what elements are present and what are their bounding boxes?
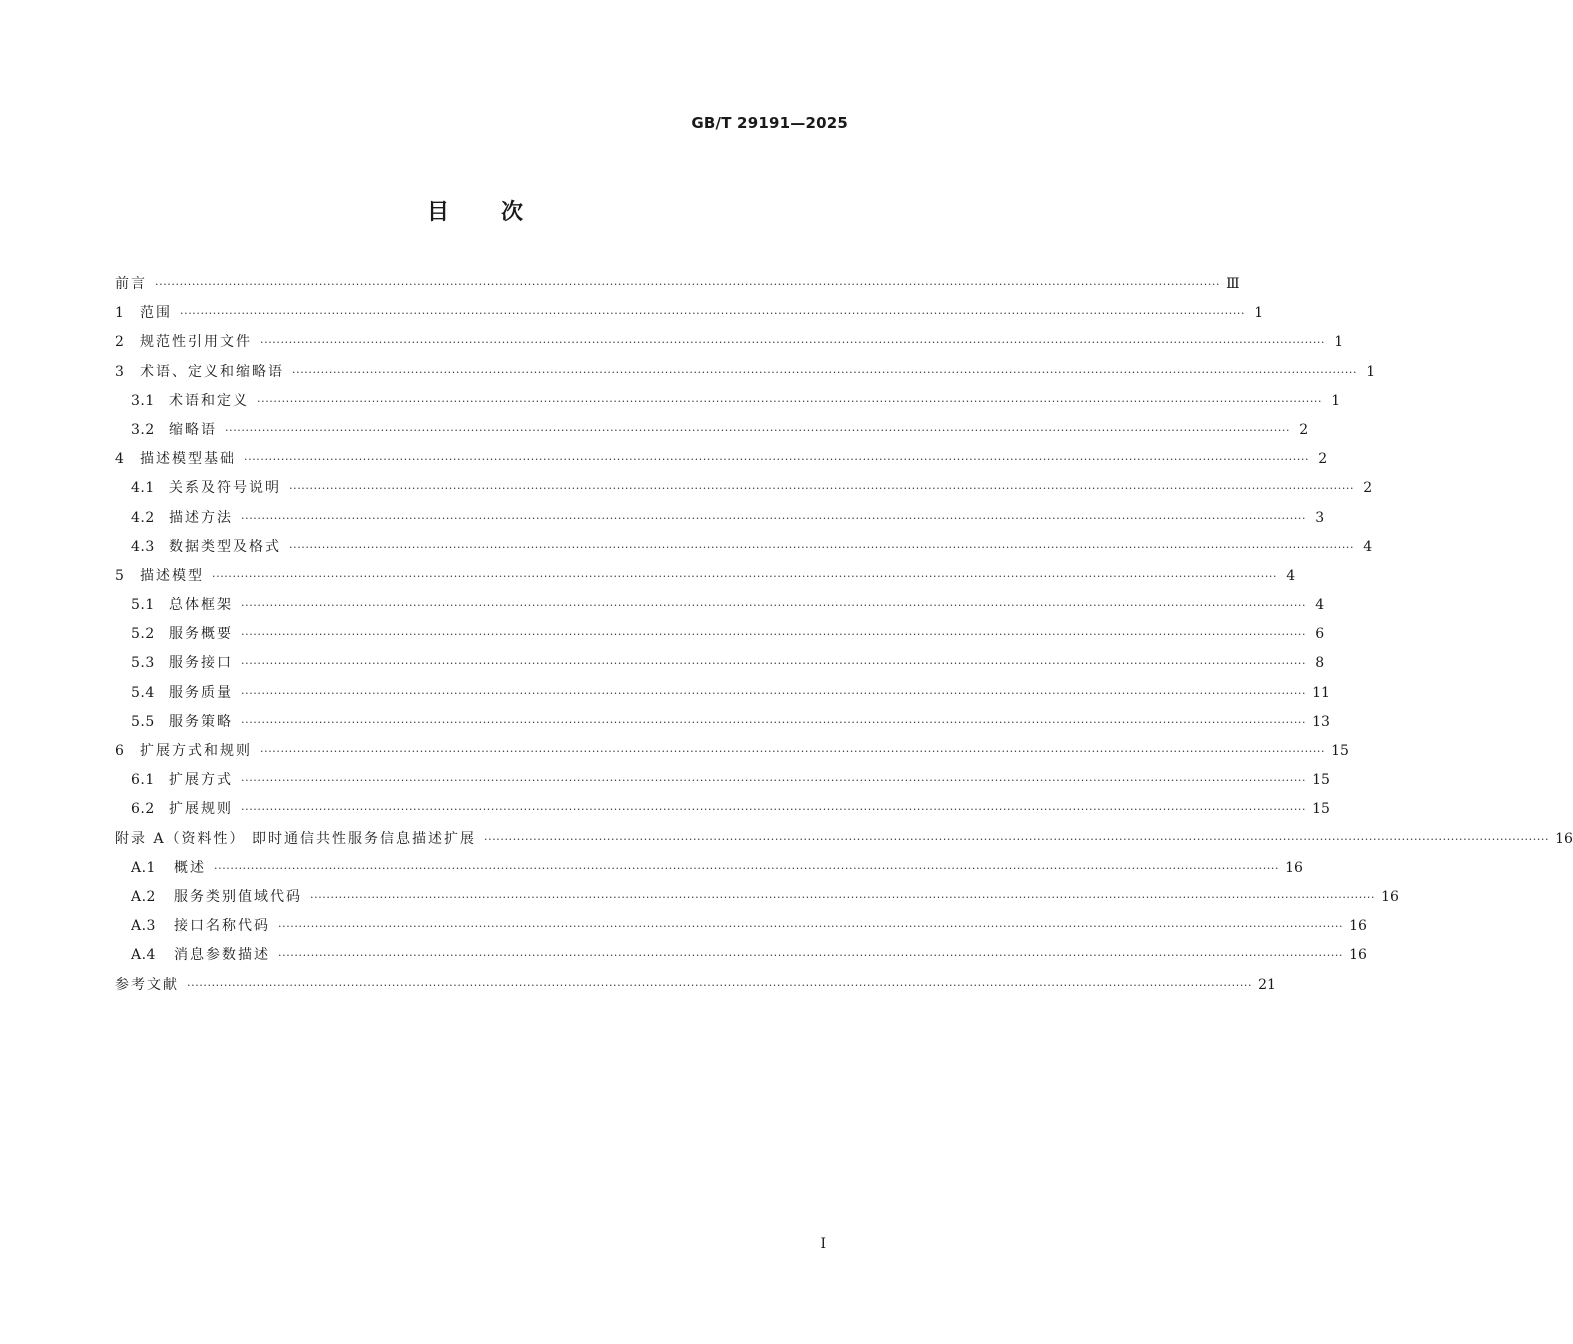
toc-leader-dots: ····································································································································································································································································	[214, 861, 1280, 875]
toc-entry-page: 21	[1258, 976, 1276, 993]
toc-leader-dots: ····································································································································································································································································	[241, 657, 1307, 671]
toc-entry-page: Ⅲ	[1226, 276, 1240, 292]
toc-entry-page: 16	[1349, 918, 1367, 935]
toc-entry[interactable]	[115, 358, 1376, 387]
toc-entry-label: 服务质量	[169, 684, 233, 701]
toc-entry-page: 15	[1312, 801, 1330, 818]
standard-number: GB/T 29191—2025	[691, 114, 848, 132]
toc-entry-label: 扩展方式和规则	[140, 743, 252, 759]
toc-leader-dots: ····································································································································································································································································	[292, 365, 1358, 379]
toc-entry-page: 1	[1331, 392, 1341, 409]
toc-entry[interactable]	[115, 737, 1349, 766]
toc-entry-label: 服务类别值域代码	[174, 888, 302, 905]
toc-entry-page: 4	[1286, 567, 1296, 584]
toc-entry-page: 13	[1312, 713, 1330, 730]
toc-entry-page: 4	[1363, 538, 1373, 555]
toc-title: 目次	[426, 200, 575, 225]
toc-entry-page: 2	[1299, 421, 1309, 438]
toc-entry[interactable]	[115, 474, 1373, 503]
toc-entry-label: 术语和定义	[169, 392, 249, 409]
toc-entry[interactable]	[115, 504, 1325, 533]
toc-entry-label: 服务接口	[169, 655, 233, 672]
toc-entry-label: 总体框架	[169, 597, 233, 614]
toc-entry[interactable]	[115, 971, 1276, 1000]
toc-entry-page: 6	[1315, 626, 1325, 643]
toc-entry-number: A.4	[131, 947, 156, 964]
toc-leader-dots: ····································································································································································································································································	[241, 628, 1307, 642]
toc-entry-page: 8	[1315, 655, 1325, 672]
toc-entry-number: 6	[115, 743, 124, 759]
toc-entry[interactable]	[115, 679, 1330, 708]
toc-entry-page: 1	[1254, 305, 1264, 322]
toc-entry-label: 前言	[115, 276, 147, 292]
toc-entry-page: 16	[1349, 947, 1367, 964]
toc-leader-dots: ····································································································································································································································································	[257, 394, 1323, 408]
toc-entry[interactable]	[115, 883, 1399, 912]
toc-entry-number: 4.1	[131, 480, 155, 497]
toc-entry-label: 扩展规则	[169, 801, 233, 818]
toc-entry-label: 缩略语	[169, 421, 217, 438]
toc-entry-page: 16	[1555, 830, 1573, 847]
toc-leader-dots: ····································································································································································································································································	[244, 453, 1310, 467]
toc-entry-page: 2	[1363, 480, 1373, 497]
toc-leader-dots: ····································································································································································································································································	[260, 336, 1326, 350]
toc-leader-dots: ····································································································································································································································································	[241, 686, 1307, 700]
toc-entry-label: 规范性引用文件	[140, 334, 252, 351]
toc-entry-label: 数据类型及格式	[169, 538, 281, 555]
toc-entry-label: 附录 A（资料性） 即时通信共性服务信息描述扩展	[115, 830, 477, 847]
toc-leader-dots: ····································································································································································································································································	[241, 803, 1307, 817]
toc-leader-dots: ····································································································································································································································································	[241, 599, 1307, 613]
toc-entry[interactable]	[115, 854, 1303, 883]
toc-leader-dots: ····································································································································································································································································	[187, 978, 1253, 992]
toc-entry-label: 服务策略	[169, 713, 233, 730]
toc-entry[interactable]	[115, 825, 1573, 854]
toc-entry[interactable]	[115, 328, 1344, 357]
toc-entry-label: 概述	[174, 859, 206, 876]
toc-entry-number: 3.2	[131, 421, 155, 438]
toc-leader-dots: ····································································································································································································································································	[484, 832, 1550, 846]
toc-entry-page: 2	[1318, 451, 1328, 468]
toc-entry[interactable]	[115, 416, 1309, 445]
toc-entry-number: A.2	[131, 888, 156, 905]
toc-entry[interactable]	[115, 795, 1330, 824]
toc-entry-number: 5	[115, 567, 124, 584]
toc-entry-label: 参考文献	[115, 976, 179, 993]
toc-entry-page: 16	[1285, 859, 1303, 876]
toc-entry-label: 关系及符号说明	[169, 480, 281, 497]
toc-entry[interactable]	[115, 387, 1341, 416]
toc-entry-number: 4	[115, 451, 124, 468]
toc-entry-number: A.3	[131, 918, 156, 935]
toc-entry[interactable]	[115, 533, 1373, 562]
toc-entry[interactable]	[115, 649, 1325, 678]
toc-leader-dots: ····································································································································································································································································	[289, 540, 1355, 554]
toc-entry-label: 术语、定义和缩略语	[140, 363, 284, 380]
toc-entry-label: 描述方法	[169, 509, 233, 526]
toc-entry-number: 3.1	[131, 392, 155, 409]
toc-entry-label: 扩展方式	[169, 772, 233, 789]
toc-leader-dots: ····································································································································································································································································	[155, 278, 1221, 291]
toc-leader-dots: ····································································································································································································································································	[278, 949, 1344, 963]
toc-entry[interactable]	[115, 912, 1367, 941]
toc-entry-label: 描述模型基础	[140, 451, 236, 468]
toc-entry-number: 5.5	[131, 713, 155, 730]
toc-entry-page: 1	[1366, 363, 1376, 380]
toc-entry-label: 描述模型	[140, 567, 204, 584]
toc-entry-label: 范围	[140, 305, 172, 322]
toc-leader-dots: ····································································································································································································································································	[241, 774, 1307, 788]
toc-leader-dots: ····································································································································································································································································	[180, 307, 1246, 321]
toc-entry-label: 消息参数描述	[174, 947, 270, 964]
toc-entry[interactable]	[115, 270, 1240, 299]
toc-entry-page: 4	[1315, 597, 1325, 614]
toc-entry-number: 5.1	[131, 597, 155, 614]
toc-entry-number: 3	[115, 363, 124, 380]
toc-leader-dots: ····································································································································································································································································	[310, 890, 1376, 904]
toc-entry-page: 16	[1381, 888, 1399, 905]
toc-entry[interactable]	[115, 766, 1330, 795]
toc-entry-number: 2	[115, 334, 124, 351]
toc-entry[interactable]	[115, 591, 1325, 620]
toc-entry-number: 5.2	[131, 626, 155, 643]
toc-entry[interactable]	[115, 562, 1296, 591]
toc-entry-number: 4.2	[131, 509, 155, 526]
toc-entry[interactable]	[115, 445, 1328, 474]
toc-entry-label: 服务概要	[169, 626, 233, 643]
toc-leader-dots: ····································································································································································································································································	[241, 511, 1307, 525]
toc-entry[interactable]	[115, 708, 1330, 737]
toc-entry[interactable]	[115, 299, 1264, 328]
toc-leader-dots: ····································································································································································································································································	[260, 745, 1326, 758]
toc-leader-dots: ····································································································································································································································································	[212, 569, 1278, 583]
toc-entry-number: 1	[115, 305, 124, 322]
toc-entry-number: 4.3	[131, 538, 155, 555]
toc-leader-dots: ····································································································································································································································································	[289, 482, 1355, 496]
toc-entry-page: 1	[1334, 334, 1344, 351]
toc-leader-dots: ····································································································································································································································································	[241, 715, 1307, 729]
toc-entry[interactable]	[115, 941, 1367, 970]
toc-entry-number: 5.4	[131, 684, 155, 701]
toc-entry-number: 5.3	[131, 655, 155, 672]
page-number: I	[820, 1236, 826, 1252]
toc-entry-number: 6.2	[131, 801, 155, 818]
toc-entry-number: A.1	[131, 859, 156, 876]
toc-entry[interactable]	[115, 620, 1325, 649]
toc-entry-page: 3	[1315, 509, 1325, 526]
toc-leader-dots: ····································································································································································································································································	[278, 920, 1344, 934]
toc-entry-label: 接口名称代码	[174, 918, 270, 935]
toc-entry-page: 15	[1312, 772, 1330, 789]
toc-entry-number: 6.1	[131, 772, 155, 789]
table-of-contents	[115, 270, 1573, 1000]
toc-leader-dots: ····································································································································································································································································	[225, 423, 1291, 437]
toc-entry-page: 11	[1312, 684, 1330, 701]
toc-entry-page: 15	[1331, 743, 1349, 759]
